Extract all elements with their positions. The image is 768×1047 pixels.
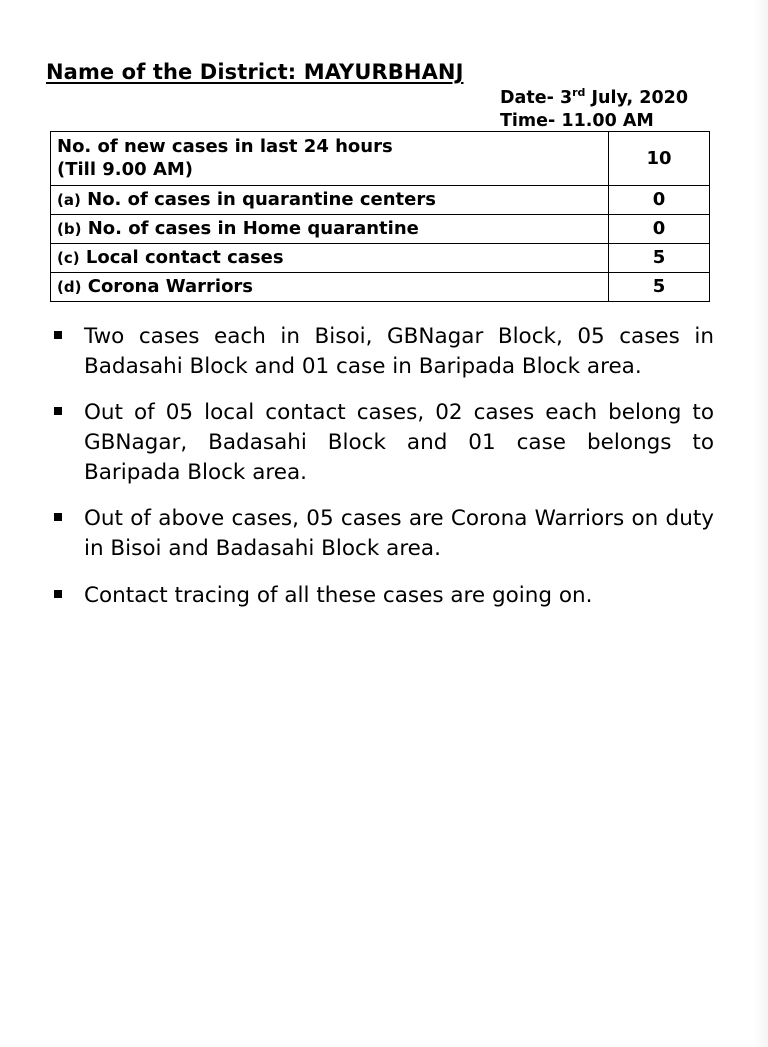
row-label: No. of cases in quarantine centers [87,189,436,211]
table-cell-value: 5 [609,273,710,302]
row-letter: (a) [57,191,81,210]
list-item [46,504,714,563]
row-letter: (c) [57,249,80,268]
note-text: Out of 05 local contact cases, 02 cases each belong to GBNagar, Badasahi Block and 01 case belongs to Baripada Block area. [84,400,714,485]
list-item [46,581,714,611]
time-line: Time- 11.00 AM [500,110,654,131]
square-bullet-icon [54,407,62,415]
row-letter: (b) [57,220,82,239]
table-row [51,215,710,244]
date-day: 3 [559,87,573,108]
square-bullet-icon [54,331,62,339]
table-row [51,186,710,215]
table-cell-label [51,215,609,244]
page-title: Name of the District: MAYURBHANJ [46,60,464,84]
row-letter: (d) [57,278,82,297]
note-text: Contact tracing of all these cases are going on. [84,582,593,608]
notes-list [46,322,714,627]
list-item [46,322,714,381]
table-cell-label [51,244,609,273]
table-row [51,273,710,302]
date-label: Date- [500,87,554,108]
note-text: Two cases each in Bisoi, GBNagar Block, 05 cases in Badasahi Block and 01 case in Baripada Block area. [84,324,714,379]
note-text: Out of above cases, 05 cases are Corona Warriors on duty in Bisoi and Badasahi Block area. [84,506,714,561]
table-cell-value: 5 [609,244,710,273]
square-bullet-icon [54,590,62,598]
row-label: No. of cases in Home quarantine [87,218,419,240]
table-cell-value: 0 [609,215,710,244]
date-time-block [500,86,688,133]
table-row [51,244,710,273]
date-rest: July, 2020 [585,87,688,108]
row-label: Local contact cases [85,247,284,269]
table-cell-label [51,186,609,215]
date-line [500,86,688,110]
row-label-line1: No. of new cases in last 24 hours [57,136,393,157]
square-bullet-icon [54,513,62,521]
table-cell-value: 10 [609,132,710,186]
table-cell-label [51,132,609,186]
row-label: Corona Warriors [87,276,254,298]
table-cell-label [51,273,609,302]
cases-table [50,131,710,302]
list-item [46,398,714,487]
table-row [51,132,710,186]
row-label-line2: (Till 9.00 AM) [57,159,194,181]
date-ordinal: rd [572,86,586,99]
table-cell-value: 0 [609,186,710,215]
